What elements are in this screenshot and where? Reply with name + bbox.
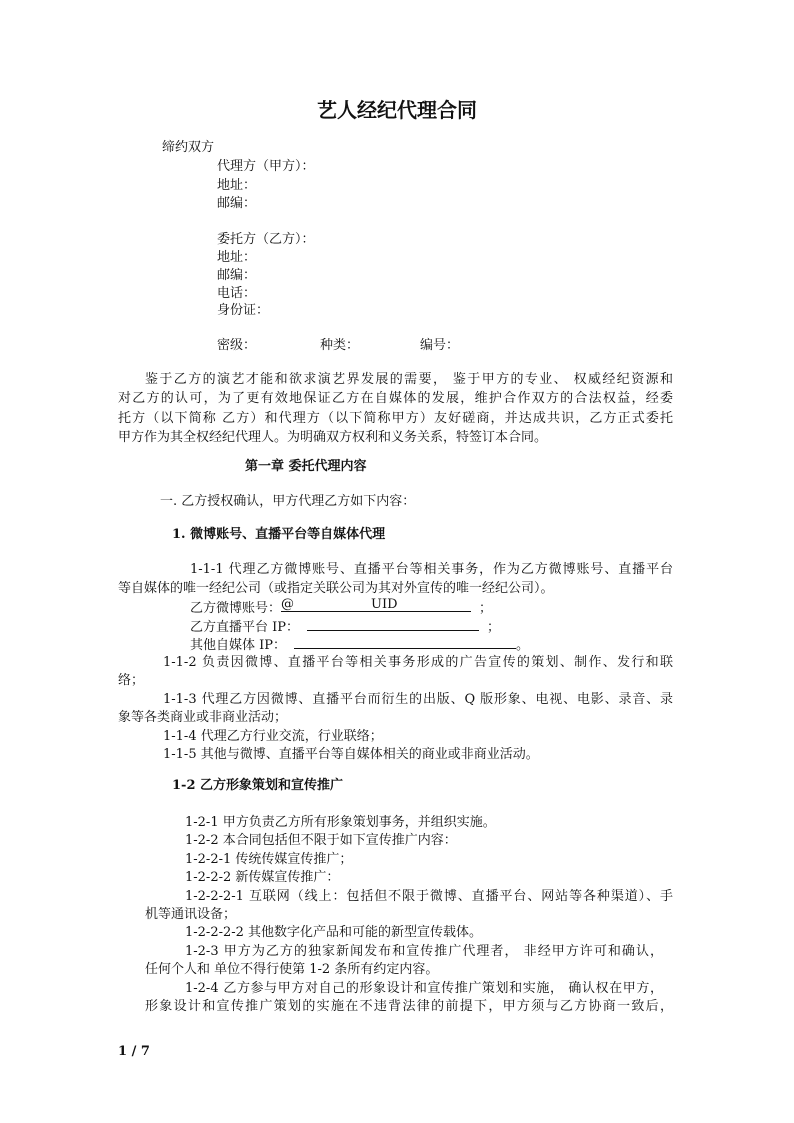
category-label: 种类： [320, 338, 360, 353]
secrecy-label: 密级： [217, 338, 257, 353]
document-title: 艺人经纪代理合同 [317, 98, 477, 122]
page-number: 1 / 7 [118, 1044, 150, 1059]
clause-1-2-2-2-1-cont: 机等通讯设备； [145, 907, 237, 922]
clause-1-2-3: 1-2-3 甲方为乙方的独家新闻发布和宣传推广代理者， 非经甲方许可和确认， [185, 944, 663, 959]
other-media-field[interactable] [294, 635, 516, 649]
client-address-label: 地址： [217, 250, 257, 265]
weibo-label: 乙方微博账号： [190, 601, 282, 616]
live-label: 乙方直播平台 IP： [190, 620, 300, 635]
preamble-line: 托方（以下简称 乙方）和代理方（以下简称甲方）友好磋商，并达成共识，乙方正式委托 [118, 411, 673, 426]
weibo-end: ； [479, 601, 493, 616]
preamble-line: 鉴于乙方的演艺才能和欲求演艺界发展的需要， 鉴于甲方的专业、 权威经纪资源和 [145, 372, 673, 387]
clause-1-2-2: 1-2-2 本合同包括但不限于如下宣传推广内容： [185, 833, 457, 848]
section-heading: 1-2 乙方形象策划和宣传推广 [172, 778, 344, 793]
clause-1-1-1-cont: 等自媒体的唯一经纪公司（或指定关联公司为其对外宣传的唯一经纪公司）。 [118, 581, 554, 596]
clause-1-2-1: 1-2-1 甲方负责乙方所有形象策划事务，并组织实施。 [185, 815, 496, 830]
chapter-heading: 第一章 委托代理内容 [245, 459, 367, 474]
live-platform-row [190, 617, 500, 635]
clause-1-1-3-cont: 象等各类商业或非商业活动； [118, 710, 288, 725]
preamble-line: 甲方作为其全权经纪代理人。为明确双方权利和义务关系，特签订本合同。 [118, 430, 548, 445]
clause-1-1-4: 1-1-4 代理乙方行业交流，行业联络； [163, 729, 383, 744]
weibo-uid: UID [371, 597, 398, 612]
live-platform-field[interactable] [307, 617, 479, 631]
client-id-label: 身份证： [217, 303, 270, 318]
clause-1-1-2-cont: 络； [118, 673, 145, 688]
client-label: 委托方（乙方）： [217, 232, 315, 247]
clause-1-2-2-1: 1-2-2-1 传统传媒宣传推广； [185, 852, 353, 867]
client-postcode-label: 邮编： [217, 268, 257, 283]
clause-1-1-5: 1-1-5 其他与微博、直播平台等自媒体相关的商业或非商业活动。 [163, 747, 539, 762]
agent-postcode-label: 邮编： [217, 196, 257, 211]
section-intro: 一. 乙方授权确认，甲方代理乙方如下内容： [160, 494, 416, 509]
number-label: 编号： [420, 338, 460, 353]
parties-heading: 缔约双方 [162, 140, 215, 155]
client-phone-label: 电话： [217, 286, 257, 301]
preamble-line: 对乙方的认可，为了更有效地保证乙方在自媒体的发展，维护合作双方的合法权益，经委 [118, 391, 673, 406]
weibo-at: @ [281, 597, 295, 612]
weibo-account-row [190, 598, 492, 616]
weibo-account-field[interactable] [281, 598, 471, 612]
clause-1-2-2-2-1: 1-2-2-2-1 互联网（线上：包括但不限于微博、直播平台、网站等各种渠道）、手 [185, 889, 673, 904]
clause-1-2-2-2: 1-2-2-2 新传媒宣传推广： [185, 870, 340, 885]
other-end: 。 [516, 638, 530, 653]
live-end: ； [487, 620, 501, 635]
clause-1-1-2: 1-1-2 负责因微博、直播平台等相关事务形成的广告宣传的策划、制作、发行和联 [163, 655, 673, 670]
agent-label: 代理方（甲方）： [217, 159, 315, 174]
clause-1-2-2-2-2: 1-2-2-2-2 其他数字化产品和可能的新型宣传载体。 [185, 925, 483, 940]
other-media-row [190, 635, 529, 653]
clause-1-1-3: 1-1-3 代理乙方因微博、直播平台而衍生的出版、Q 版形象、电视、电影、录音、录 [163, 692, 673, 707]
clause-1-2-3-cont: 任何个人和 单位不得行使第 1-2 条所有约定内容。 [145, 962, 439, 977]
agent-address-label: 地址： [217, 178, 257, 193]
clause-1-2-4-cont: 形象设计和宣传推广策划的实施在不违背法律的前提下，甲方须与乙方协商一致后， [145, 999, 673, 1014]
clause-1-1-1: 1-1-1 代理乙方微博账号、直播平台等相关事务，作为乙方微博账号、直播平台 [190, 562, 673, 577]
section-heading: 1. 微博账号、直播平台等自媒体代理 [172, 527, 386, 542]
other-label: 其他自媒体 IP： [190, 638, 287, 653]
clause-1-2-4: 1-2-4 乙方参与甲方对自己的形象设计和宣传推广策划和实施， 确认权在甲方， [185, 981, 663, 996]
